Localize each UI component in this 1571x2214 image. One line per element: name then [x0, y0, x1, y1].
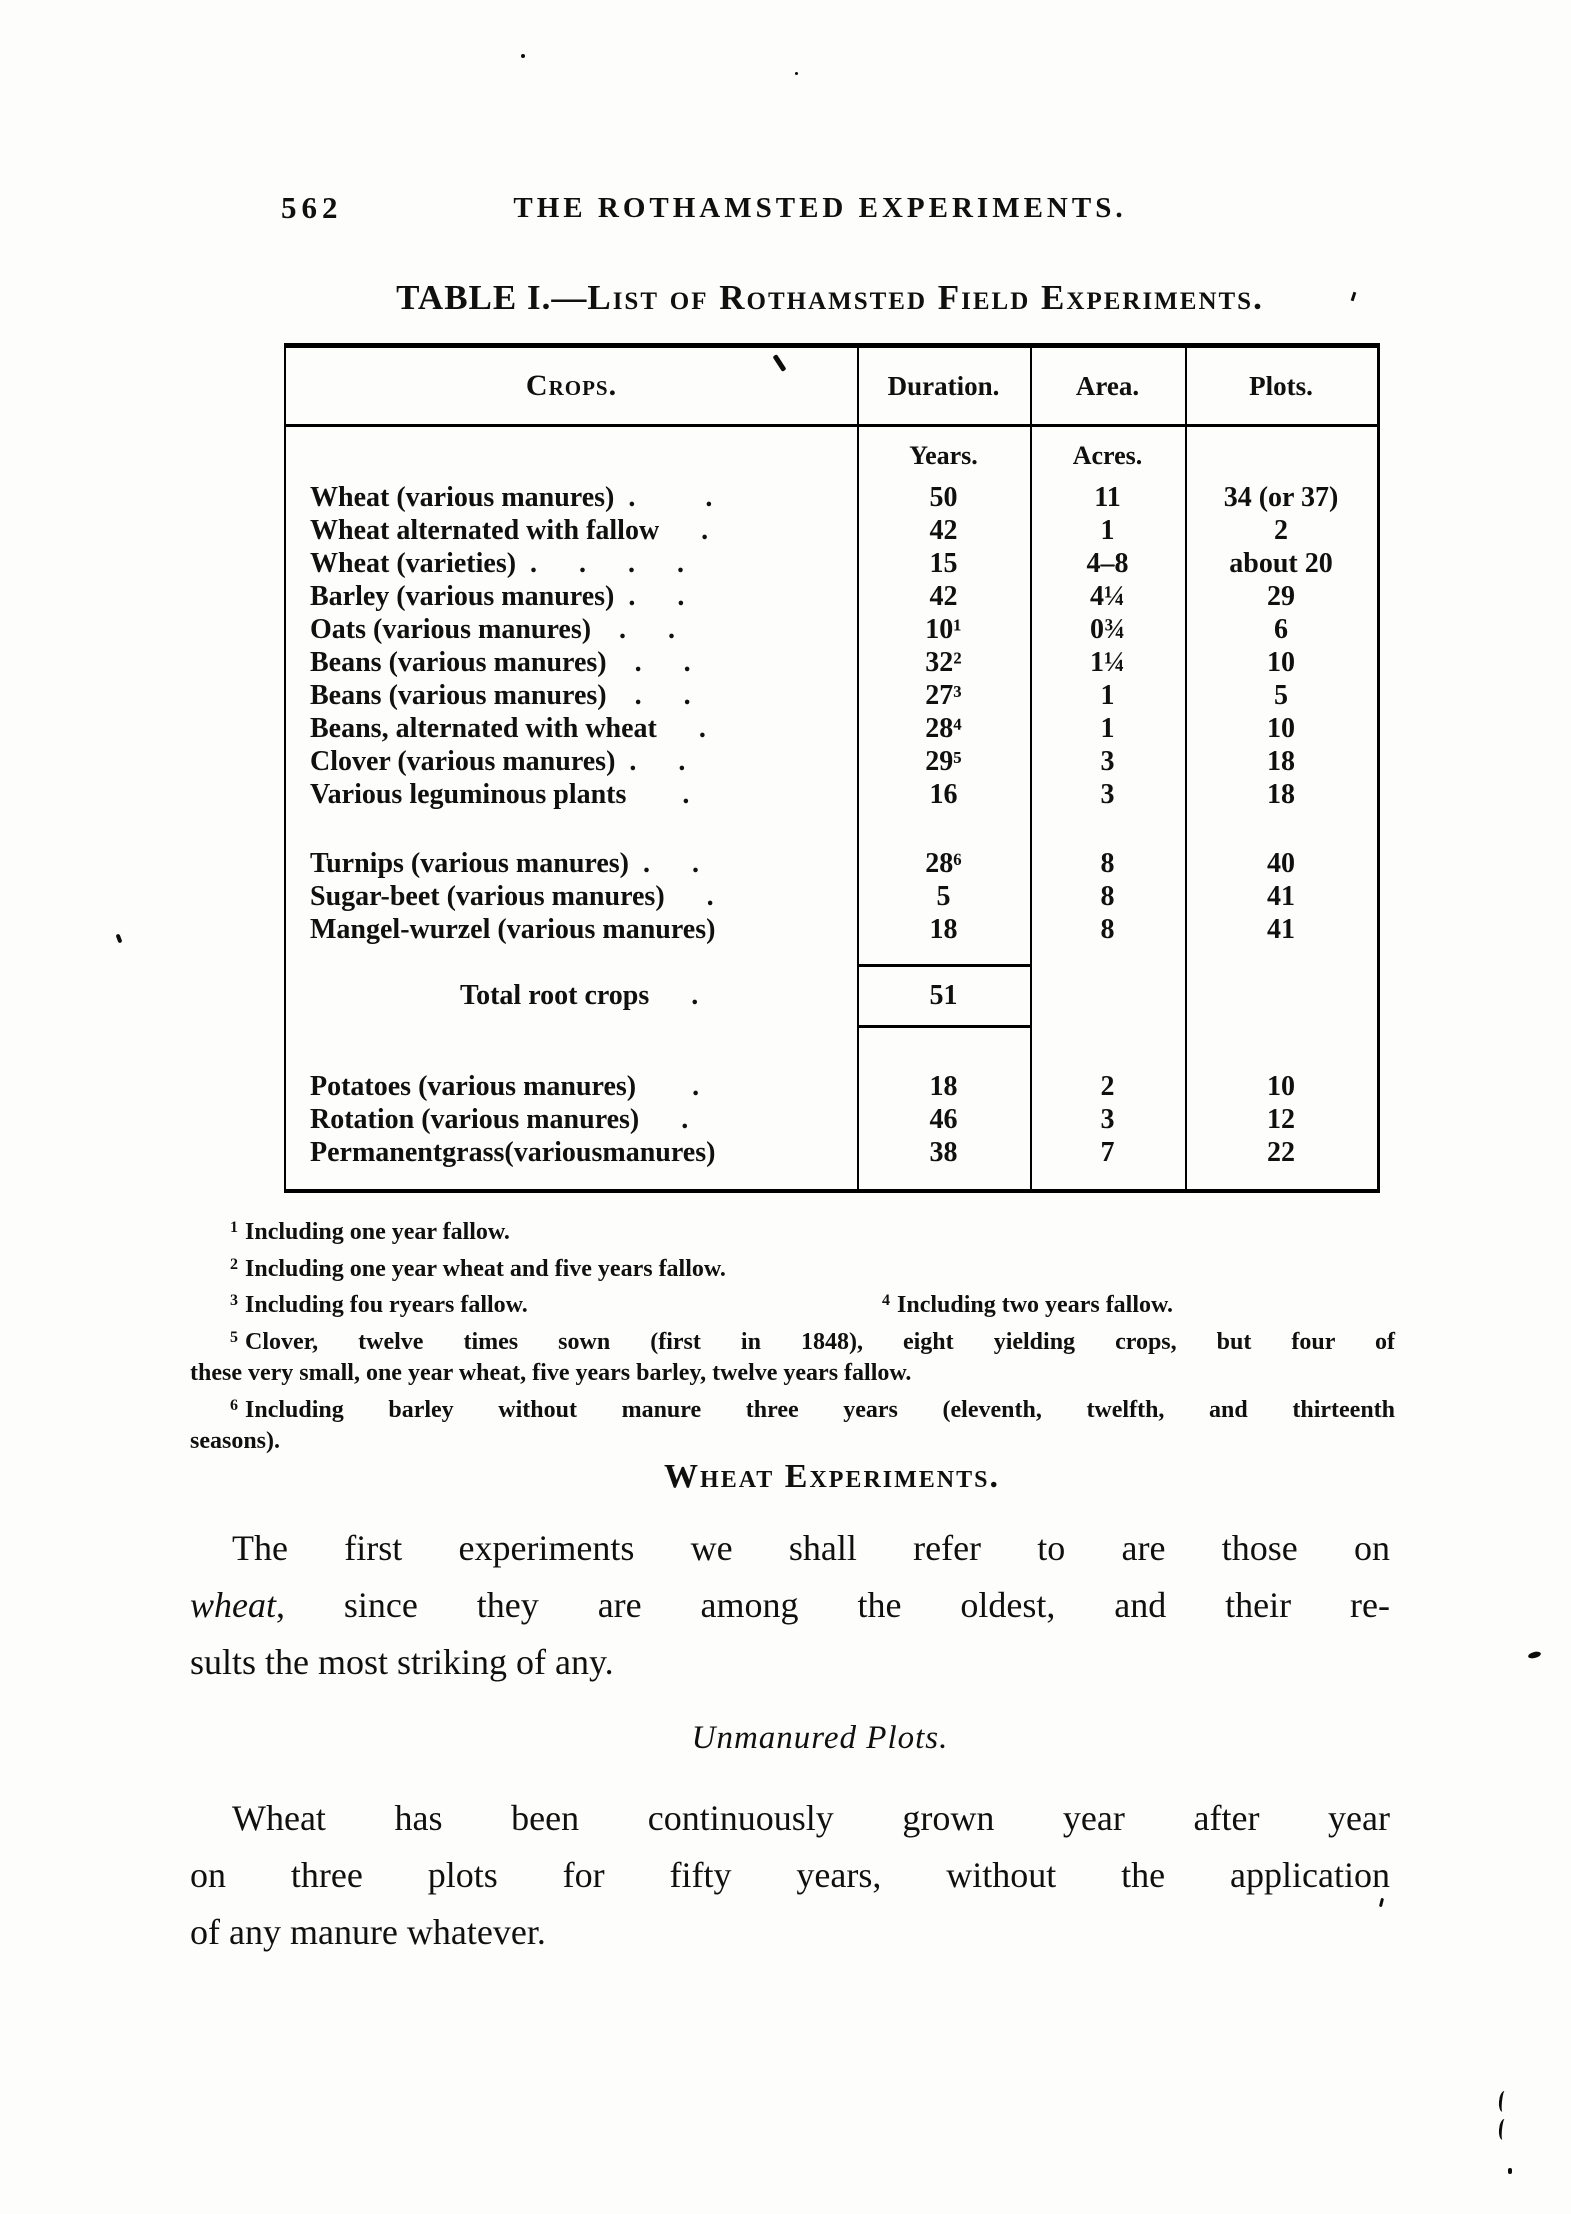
crop-cell: Beans (various manures) . . [310, 680, 691, 711]
header-plots: Plots. [1249, 370, 1313, 401]
footnote-6-continued [190, 1426, 1395, 1458]
crop-cell: Permanentgrass(variousmanures) [310, 1137, 716, 1168]
header-duration: Duration. [887, 370, 1000, 401]
crop-cell: Turnips (various manures) . . [310, 848, 699, 879]
table-row [286, 580, 1377, 613]
duration-cell: 15 [929, 548, 958, 579]
area-cell: 1 [1100, 680, 1115, 711]
italic-word: wheat [190, 1585, 276, 1625]
table-row [286, 712, 1377, 745]
plots-cell: 34 (or 37) [1223, 482, 1339, 513]
footnote-marker: 2 [230, 1255, 238, 1273]
ink-squiggle [1498, 2090, 1511, 2112]
table-row [286, 613, 1377, 646]
area-cell: 2 [1100, 1071, 1115, 1102]
footnote-3-4 [190, 1285, 1395, 1322]
duration-cell: 28⁴ [925, 713, 962, 744]
table-header-row [286, 348, 1377, 427]
plots-cell: 40 [1267, 848, 1295, 879]
duration-cell: 46 [929, 1104, 958, 1135]
plots-cell: 5 [1274, 680, 1288, 711]
footnote-1 [190, 1212, 1395, 1249]
footnote-5-continued [190, 1358, 1395, 1390]
duration-cell: 32² [925, 647, 962, 678]
total-duration: 51 [857, 964, 1030, 1028]
area-cell: 3 [1100, 779, 1115, 810]
crop-cell: Mangel-wurzel (various manures) [310, 914, 716, 945]
footnote-4 [882, 1292, 1173, 1318]
group-spacer [286, 1028, 1377, 1070]
footnote-text: Including one year fallow. [245, 1219, 510, 1245]
crop-cell: Beans, alternated with wheat . [310, 713, 706, 744]
plots-cell: 18 [1267, 779, 1295, 810]
area-cell: 1 [1100, 515, 1115, 546]
crop-cell: Wheat (varieties) . . . . [310, 548, 685, 579]
duration-cell: 10¹ [925, 614, 962, 645]
footnote-text: these very small, one year wheat, five years barley, twelve years fallow. [190, 1360, 912, 1386]
footnote-marker: 4 [882, 1292, 890, 1309]
duration-cell: 16 [929, 779, 958, 810]
area-cell: 4–8 [1086, 548, 1129, 579]
table-row [286, 745, 1377, 778]
duration-cell: 50 [929, 482, 958, 513]
area-cell: 8 [1100, 914, 1115, 945]
table-title-lead: TABLE I.— [396, 278, 588, 317]
section-heading-wheat-experiments: Wheat Experiments. [664, 1458, 1000, 1495]
area-cell: 7 [1100, 1137, 1115, 1168]
table-title-rest: List of Rothamsted Field Experiments. [587, 278, 1264, 317]
total-root-crops-row [286, 964, 1377, 1028]
table-row [286, 481, 1377, 514]
ink-speck [116, 934, 123, 944]
crop-cell: Sugar-beet (various manures) . [310, 881, 714, 912]
crop-cell: Wheat alternated with fallow . [310, 515, 709, 546]
paragraph-unmanured-plots [190, 1790, 1390, 1961]
footnote-text: seasons). [190, 1428, 281, 1454]
table-title [250, 278, 1410, 318]
plots-cell: 2 [1274, 515, 1288, 546]
plots-cell: 10 [1267, 713, 1295, 744]
units-row [286, 427, 1377, 481]
experiments-table [284, 343, 1380, 1193]
table-row [286, 1070, 1377, 1103]
area-cell: 1 [1100, 713, 1115, 744]
ink-speck [1527, 1651, 1541, 1660]
footnote-3 [230, 1285, 882, 1322]
crop-cell: Oats (various manures) . . [310, 614, 676, 645]
footnote-marker: 1 [230, 1219, 238, 1236]
table-row [286, 1103, 1377, 1136]
duration-cell: 27³ [925, 680, 962, 711]
footnote-2 [190, 1249, 1395, 1286]
paragraph-text: , since they are among the oldest, and their re- [276, 1585, 1390, 1625]
table-row [286, 646, 1377, 679]
duration-cell: 18 [929, 1071, 958, 1102]
plots-cell: 12 [1267, 1104, 1295, 1135]
header-crops: Crops. [525, 369, 618, 402]
table-row [286, 913, 1377, 946]
crop-cell: Wheat (various manures) . . [310, 482, 713, 513]
running-title: THE ROTHAMSTED EXPERIMENTS. [513, 192, 1127, 224]
duration-cell: 42 [929, 515, 958, 546]
group-spacer [286, 811, 1377, 847]
table-row [286, 547, 1377, 580]
table-row [286, 880, 1377, 913]
duration-cell: 29⁵ [925, 746, 962, 777]
footnotes [190, 1212, 1395, 1458]
footnote-marker: 3 [230, 1292, 238, 1309]
unit-years: Years. [909, 441, 978, 470]
paragraph-line [190, 1577, 1390, 1634]
paragraph-line: of any manure whatever. [190, 1912, 546, 1952]
crop-cell: Beans (various manures) . . [310, 647, 691, 678]
table-row [286, 847, 1377, 880]
area-cell: 1¼ [1090, 647, 1125, 678]
footnote-6 [190, 1390, 1395, 1427]
plots-cell: 10 [1267, 647, 1295, 678]
column-divider [857, 348, 859, 1189]
plots-cell: 22 [1267, 1137, 1295, 1168]
area-cell: 8 [1100, 848, 1115, 879]
header-area: Area. [1075, 370, 1140, 401]
area-cell: 3 [1100, 746, 1115, 777]
footnote-text: Including one year wheat and five years fallow. [245, 1255, 726, 1282]
footnote-marker: 5 [230, 1328, 238, 1346]
paragraph-wheat-experiments [190, 1520, 1390, 1691]
paragraph-line: on three plots for fifty years, without the application [190, 1855, 1390, 1895]
plots-cell: about 20 [1229, 548, 1333, 579]
area-cell: 3 [1100, 1104, 1115, 1135]
area-cell: 4¼ [1090, 581, 1125, 612]
table-row [286, 778, 1377, 811]
section-heading-unmanured-plots: Unmanured Plots. [691, 1720, 949, 1756]
crop-cell: Potatoes (various manures) . [310, 1071, 700, 1102]
plots-cell: 29 [1267, 581, 1295, 612]
footnote-text: Clover, twelve times sown (first in 1848), eight yielding crops, but four of [245, 1328, 1395, 1355]
area-cell: 11 [1094, 482, 1121, 513]
crop-cell: Clover (various manures) . . [310, 746, 686, 777]
duration-cell: 18 [929, 914, 958, 945]
crop-cell: Rotation (various manures) . [310, 1104, 689, 1135]
page-number: 562 [281, 190, 343, 225]
footnote-text: Including fou ryears fallow. [245, 1292, 528, 1318]
paragraph-line: Wheat has been continuously grown year after year [232, 1798, 1390, 1838]
duration-cell: 42 [929, 581, 958, 612]
duration-cell: 38 [929, 1137, 958, 1168]
ink-speck [795, 72, 798, 75]
plots-cell: 6 [1274, 614, 1288, 645]
crop-cell: Various leguminous plants . [310, 779, 690, 810]
footnote-text: Including barley without manure three years (eleventh, twelfth, and thirteenth [245, 1396, 1395, 1423]
unit-acres: Acres. [1072, 441, 1143, 470]
duration-cell: 28⁶ [925, 848, 962, 879]
footnote-text: Including two years fallow. [897, 1292, 1174, 1318]
column-divider [1185, 348, 1187, 1189]
duration-cell: 5 [936, 881, 951, 912]
paragraph-line: sults the most striking of any. [190, 1642, 614, 1682]
footnote-marker: 6 [230, 1396, 238, 1414]
column-divider [1030, 348, 1032, 1189]
ink-speck [1508, 2168, 1512, 2174]
crop-cell: Barley (various manures) . . [310, 581, 685, 612]
table-row [286, 514, 1377, 547]
paragraph-line: The first experiments we shall refer to are those on [232, 1528, 1390, 1568]
total-label: Total root crops . [460, 980, 699, 1011]
ink-speck [521, 54, 525, 58]
area-cell: 8 [1100, 881, 1115, 912]
footnote-5 [190, 1322, 1395, 1359]
plots-cell: 10 [1267, 1071, 1295, 1102]
table-row [286, 679, 1377, 712]
area-cell: 0¾ [1090, 614, 1125, 645]
plots-cell: 41 [1267, 914, 1295, 945]
ink-squiggle [1498, 2118, 1511, 2140]
plots-cell: 18 [1267, 746, 1295, 777]
plots-cell: 41 [1267, 881, 1295, 912]
table-row [286, 1136, 1377, 1169]
